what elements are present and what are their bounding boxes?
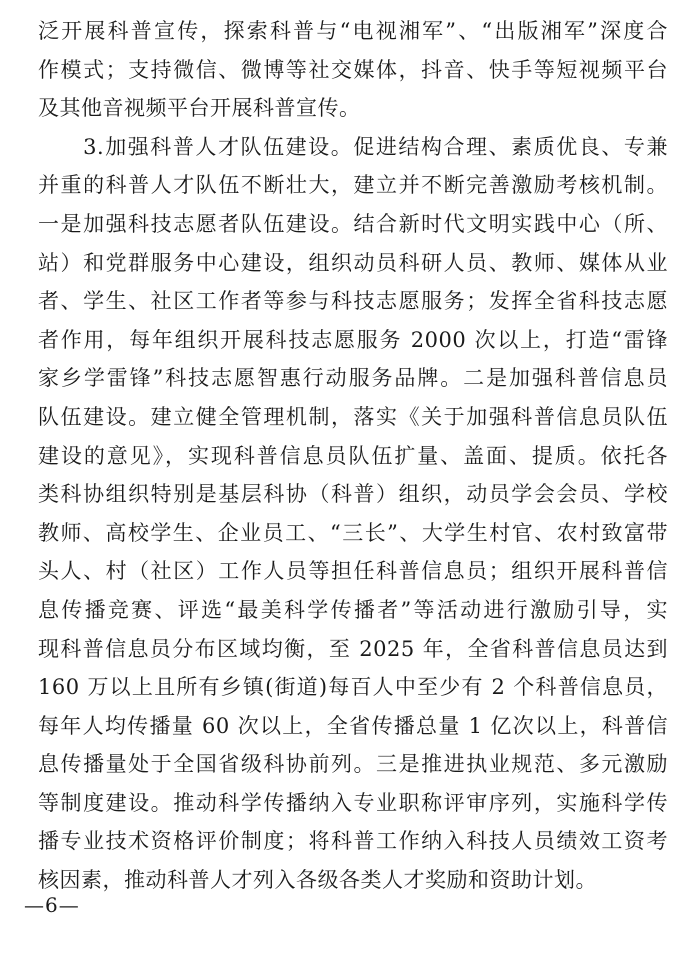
page-number: —6— [24,893,80,917]
text-line: 等制度建设。推动科学传播纳入专业职称评审序列，实施科学传 [38,790,668,815]
text-line: 者、学生、社区工作者等参与科技志愿服务；发挥全省科技志愿 [38,289,668,314]
text-line: 头人、村（社区）工作人员等担任科普信息员；组织开展科普信 [38,559,668,584]
text-line: 类科协组织特别是基层科协（科普）组织，动员学会会员、学校 [38,482,668,507]
body-text [38,12,668,900]
text-line: 息传播竞赛、评选“最美科学传播者”等活动进行激励引导，实 [38,597,668,622]
text-line: 者作用，每年组织开展科技志愿服务 2000 次以上，打造“雷锋 [38,327,668,352]
text-line: 播专业技术资格评价制度；将科普工作纳入科技人员绩效工资考 [38,829,668,854]
text-line: 作模式；支持微信、微博等社交媒体，抖音、快手等短视频平台 [38,57,668,82]
text-line: 及其他音视频平台开展科普宣传。 [38,96,361,121]
text-line: 现科普信息员分布区域均衡，至 2025 年，全省科普信息员达到 [38,636,668,661]
text-line: 家乡学雷锋”科技志愿智惠行动服务品牌。二是加强科普信息员 [38,366,668,391]
text-line: 息传播量处于全国省级科协前列。三是推进执业规范、多元激励 [38,752,668,777]
text-line: 泛开展科普宣传，探索科普与“电视湘军”、“出版湘军”深度合 [38,19,668,43]
text-line: 每年人均传播量 60 次以上，全省传播总量 1 亿次以上，科普信 [38,713,668,738]
text-line: 核因素，推动科普人才列入各级各类人才奖励和资助计划。 [38,868,597,893]
text-line: 站）和党群服务中心建设，组织动员科研人员、教师、媒体从业 [38,250,668,275]
text-line: 3.加强科普人才队伍建设。促进结构合理、素质优良、专兼 [38,134,668,159]
text-line: 160 万以上且所有乡镇(街道)每百人中至少有 2 个科普信息员， [38,675,668,700]
text-line: 队伍建设。建立健全管理机制，落实《关于加强科普信息员队伍 [38,404,668,429]
text-line: 建设的意见》，实现科普信息员队伍扩量、盖面、提质。依托各 [38,443,668,468]
text-line: 教师、高校学生、企业员工、“三长”、大学生村官、农村致富带 [38,520,668,545]
text-line: 并重的科普人才队伍不断壮大，建立并不断完善激励考核机制。 [38,173,668,198]
text-line: 一是加强科技志愿者队伍建设。结合新时代文明实践中心（所、 [38,211,668,236]
